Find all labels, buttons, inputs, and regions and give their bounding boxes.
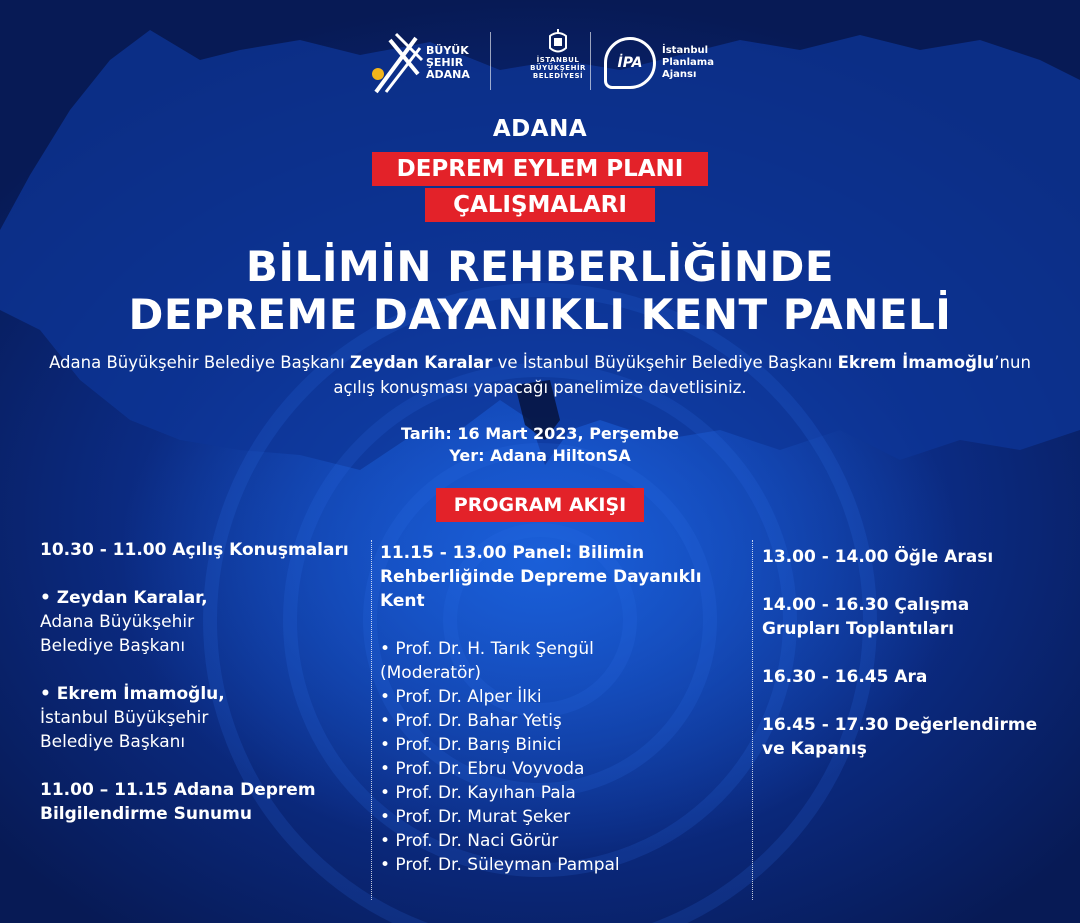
ibb-logo-line3: BELEDİYESİ	[532, 72, 584, 80]
column-divider	[371, 540, 372, 900]
ibb-logo-line2: BÜYÜKŞEHİR	[530, 64, 586, 72]
speaker-karalar-role-line2: Belediye Başkanı	[40, 636, 186, 656]
list-item: • Prof. Dr. Alper İlki	[380, 687, 542, 707]
list-item: • Prof. Dr. Naci Görür	[380, 831, 559, 851]
banner-eylem-plani: DEPREM EYLEM PLANI	[372, 152, 708, 186]
ipa-logo-line2: Planlama	[662, 57, 714, 68]
program-column-3	[762, 545, 1062, 761]
logo-divider	[490, 32, 491, 90]
program-column-1	[40, 538, 360, 826]
ipa-mark-text: İPA	[617, 55, 643, 71]
program-column-2	[380, 541, 740, 877]
panel-item-line3: Kent	[380, 591, 425, 611]
list-item: • Prof. Dr. Barış Binici	[380, 735, 562, 755]
list-item: • Prof. Dr. Süleyman Pampal	[380, 855, 620, 875]
speaker-karalar-name: • Zeydan Karalar,	[40, 588, 208, 608]
adana-buyuksehir-logo	[368, 28, 470, 98]
list-item: • Prof. Dr. Bahar Yetiş	[380, 711, 562, 731]
ipa-logo-line3: Ajansı	[662, 69, 697, 80]
invitation-part3: ’nun	[994, 353, 1031, 372]
list-item: (Moderatör)	[380, 663, 482, 683]
logo-bar	[0, 28, 1080, 98]
city-heading: ADANA	[492, 116, 588, 142]
event-venue: Yer: Adana HiltonSA	[449, 446, 631, 465]
speaker-imamoglu-role-line1: İstanbul Büyükşehir	[40, 708, 209, 728]
working-groups-line2: Grupları Toplantıları	[762, 619, 955, 639]
working-groups-line1: 14.00 - 16.30 Çalışma	[762, 595, 970, 615]
ipa-logo-line1: İstanbul	[662, 45, 709, 56]
panel-item-line2: Rehberliğinde Depreme Dayanıklı	[380, 567, 702, 587]
invitation-text	[30, 350, 1050, 400]
ibb-logo-line1: İSTANBUL	[536, 56, 580, 64]
invitation-part1: Adana Büyükşehir Belediye Başkanı	[49, 353, 350, 372]
event-date: Tarih: 16 Mart 2023, Perşembe	[400, 424, 680, 443]
adana-logo-line1: BÜYÜK	[426, 44, 469, 57]
adana-logo-line3: ADANA	[426, 68, 470, 81]
ibb-emblem-icon	[545, 28, 571, 56]
speaker-imamoglu-role-line2: Belediye Başkanı	[40, 732, 186, 752]
panel-title-line2: DEPREME DAYANIKLI KENT PANELİ	[128, 290, 952, 339]
panelist-list	[380, 637, 740, 877]
closing-item-line1: 16.45 - 17.30 Değerlendirme	[762, 715, 1038, 735]
invitation-name-imamoglu: Ekrem İmamoğlu	[837, 353, 995, 372]
lunch-break-item: 13.00 - 14.00 Öğle Arası	[762, 547, 994, 567]
closing-item-line2: ve Kapanış	[762, 739, 867, 759]
briefing-item-line2: Bilgilendirme Sunumu	[40, 804, 252, 824]
logo-divider	[590, 32, 591, 90]
ipa-mark-icon	[604, 37, 656, 89]
list-item: • Prof. Dr. Kayıhan Pala	[380, 783, 576, 803]
panel-title-line1: BİLİMİN REHBERLİĞİNDE	[245, 242, 835, 291]
invitation-part2: ve İstanbul Büyükşehir Belediye Başkanı	[492, 353, 838, 372]
ipa-logo	[604, 28, 714, 98]
program-heading: PROGRAM AKIŞI	[436, 488, 644, 522]
list-item: • Prof. Dr. Ebru Voyvoda	[380, 759, 585, 779]
banner-calismalari: ÇALIŞMALARI	[425, 188, 655, 222]
speaker-imamoglu-name: • Ekrem İmamoğlu,	[40, 684, 225, 704]
briefing-item-line1: 11.00 – 11.15 Adana Deprem	[40, 780, 316, 800]
adana-logo-line2: ŞEHIR	[426, 56, 464, 69]
invitation-line1	[30, 350, 1050, 375]
opening-speeches-item: 10.30 - 11.00 Açılış Konuşmaları	[40, 540, 349, 560]
column-divider	[752, 540, 753, 900]
invitation-line2: açılış konuşması yapacağı panelimize davetlisiniz.	[333, 378, 747, 397]
panel-item-line1: 11.15 - 13.00 Panel: Bilimin	[380, 543, 645, 563]
speaker-karalar-role-line1: Adana Büyükşehir	[40, 612, 195, 632]
list-item: • Prof. Dr. Murat Şeker	[380, 807, 571, 827]
break-item: 16.30 - 16.45 Ara	[762, 667, 928, 687]
invitation-name-karalar: Zeydan Karalar	[349, 353, 493, 372]
ibb-logo	[518, 28, 598, 98]
adana-star-icon	[368, 30, 424, 96]
list-item: • Prof. Dr. H. Tarık Şengül	[380, 639, 594, 659]
